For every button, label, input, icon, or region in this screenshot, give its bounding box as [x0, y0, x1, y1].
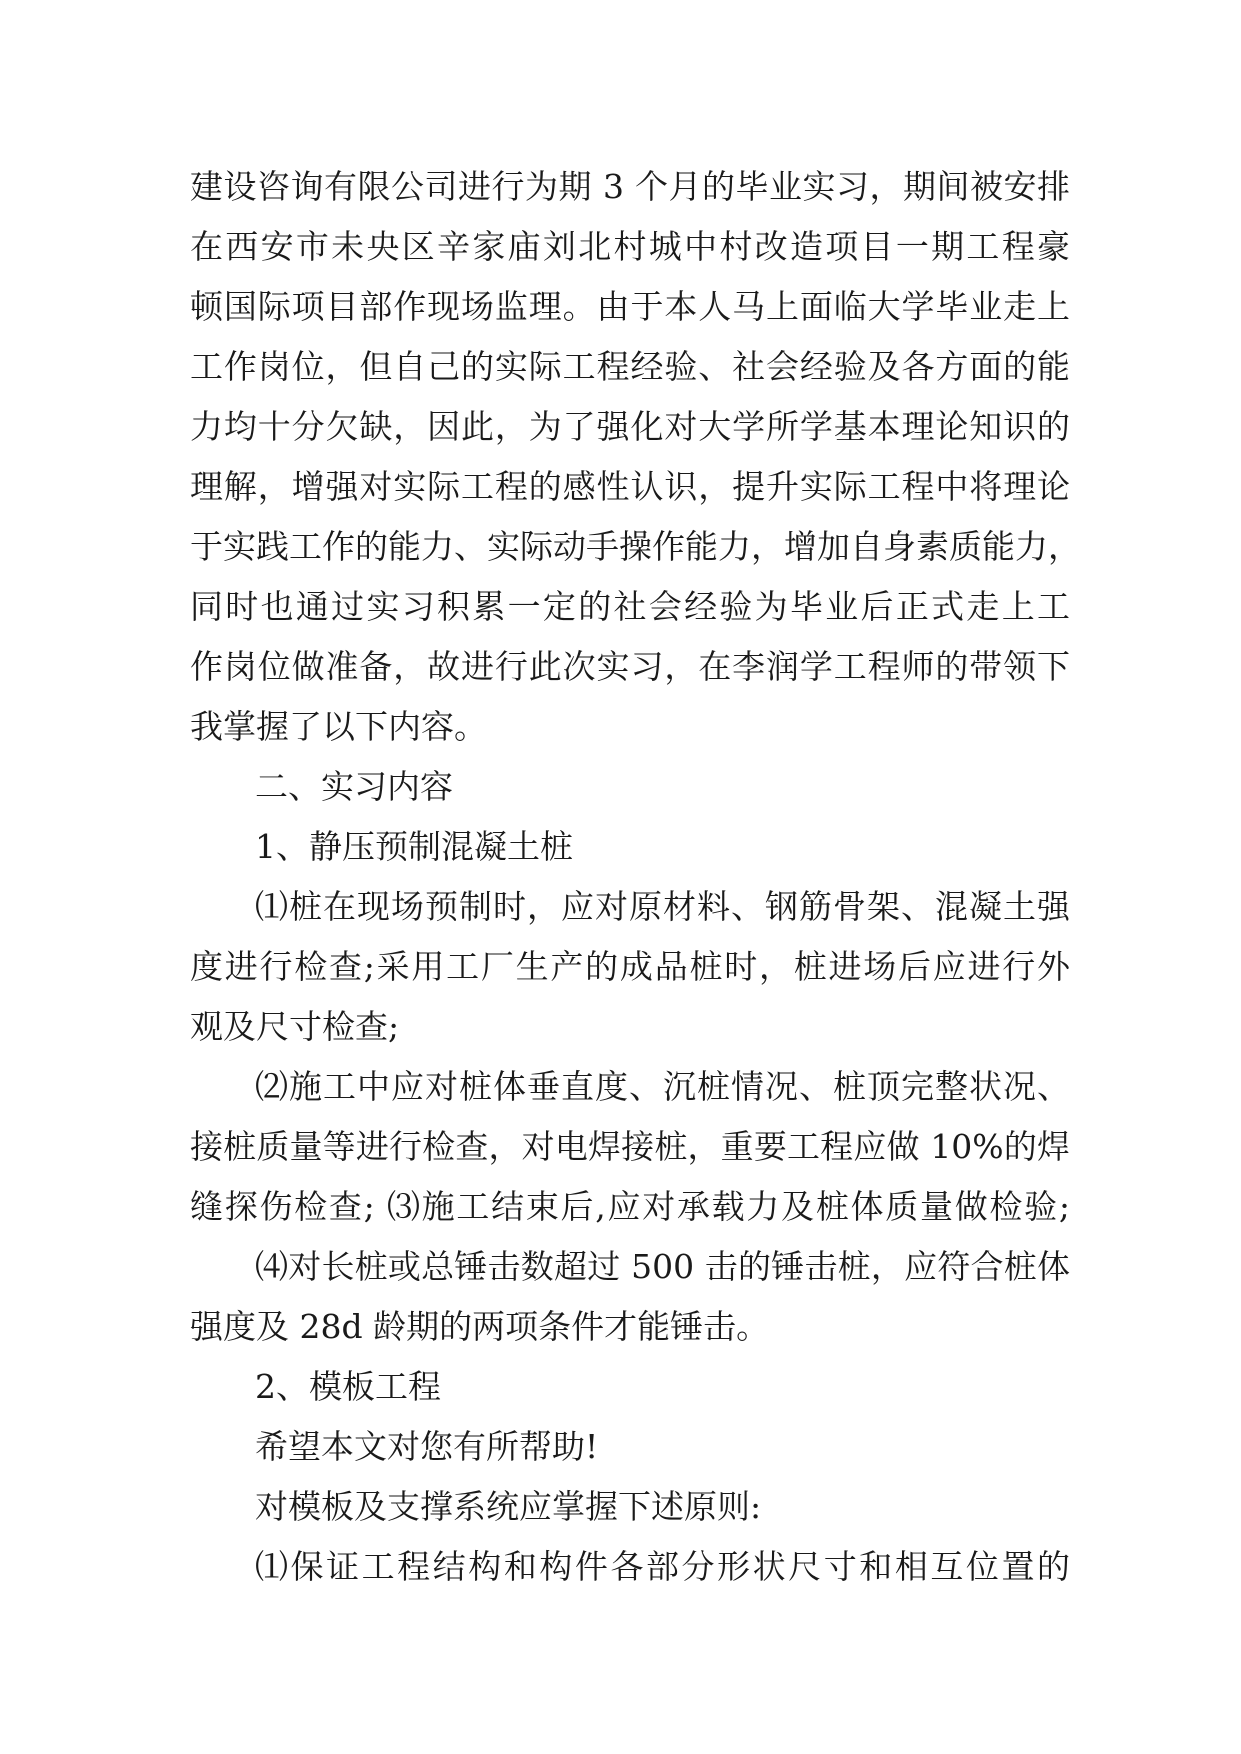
text-line: 建设咨询有限公司进行为期 3 个月的毕业实习，期间被安排	[190, 167, 1070, 206]
text-line: 我掌握了以下内容。	[190, 707, 487, 746]
text-line: 希望本文对您有所帮助!	[255, 1427, 599, 1466]
text-line: 强度及 28d 龄期的两项条件才能锤击。	[190, 1307, 770, 1346]
text-line: 力均十分欠缺，因此，为了强化对大学所学基本理论知识的	[190, 407, 1070, 446]
text-line: ⑷对长桩或总锤击数超过 500 击的锤击桩，应符合桩体	[255, 1247, 1070, 1286]
text-line: 在西安市未央区辛家庙刘北村城中村改造项目一期工程豪	[190, 227, 1070, 266]
text-line: ⑴保证工程结构和构件各部分形状尺寸和相互位置的	[255, 1547, 1070, 1586]
text-line: 顿国际项目部作现场监理。由于本人马上面临大学毕业走上	[190, 287, 1070, 326]
text-line: 工作岗位，但自己的实际工程经验、社会经验及各方面的能	[190, 347, 1070, 386]
text-line: 理解，增强对实际工程的感性认识，提升实际工程中将理论	[190, 467, 1070, 506]
subsection-heading: 1、静压预制混凝土桩	[255, 827, 573, 866]
section-heading: 二、实习内容	[255, 767, 453, 806]
text-line: 缝探伤检查; ⑶施工结束后,应对承载力及桩体质量做检验;	[190, 1187, 1070, 1226]
text-line: 于实践工作的能力、实际动手操作能力，增加自身素质能力，	[190, 527, 1081, 566]
subsection-heading: 2、模板工程	[255, 1367, 441, 1406]
text-line: 同时也通过实习积累一定的社会经验为毕业后正式走上工	[190, 587, 1070, 626]
text-line: 对模板及支撑系统应掌握下述原则:	[255, 1487, 762, 1526]
text-line: 观及尺寸检查;	[190, 1007, 400, 1046]
text-line: 度进行检查;采用工厂生产的成品桩时，桩进场后应进行外	[190, 947, 1070, 986]
text-line: ⑴桩在现场预制时，应对原材料、钢筋骨架、混凝土强	[255, 887, 1070, 926]
text-line: ⑵施工中应对桩体垂直度、沉桩情况、桩顶完整状况、	[255, 1067, 1070, 1106]
text-line: 接桩质量等进行检查，对电焊接桩，重要工程应做 10%的焊	[190, 1127, 1070, 1166]
text-line: 作岗位做准备，故进行此次实习，在李润学工程师的带领下	[190, 647, 1070, 686]
